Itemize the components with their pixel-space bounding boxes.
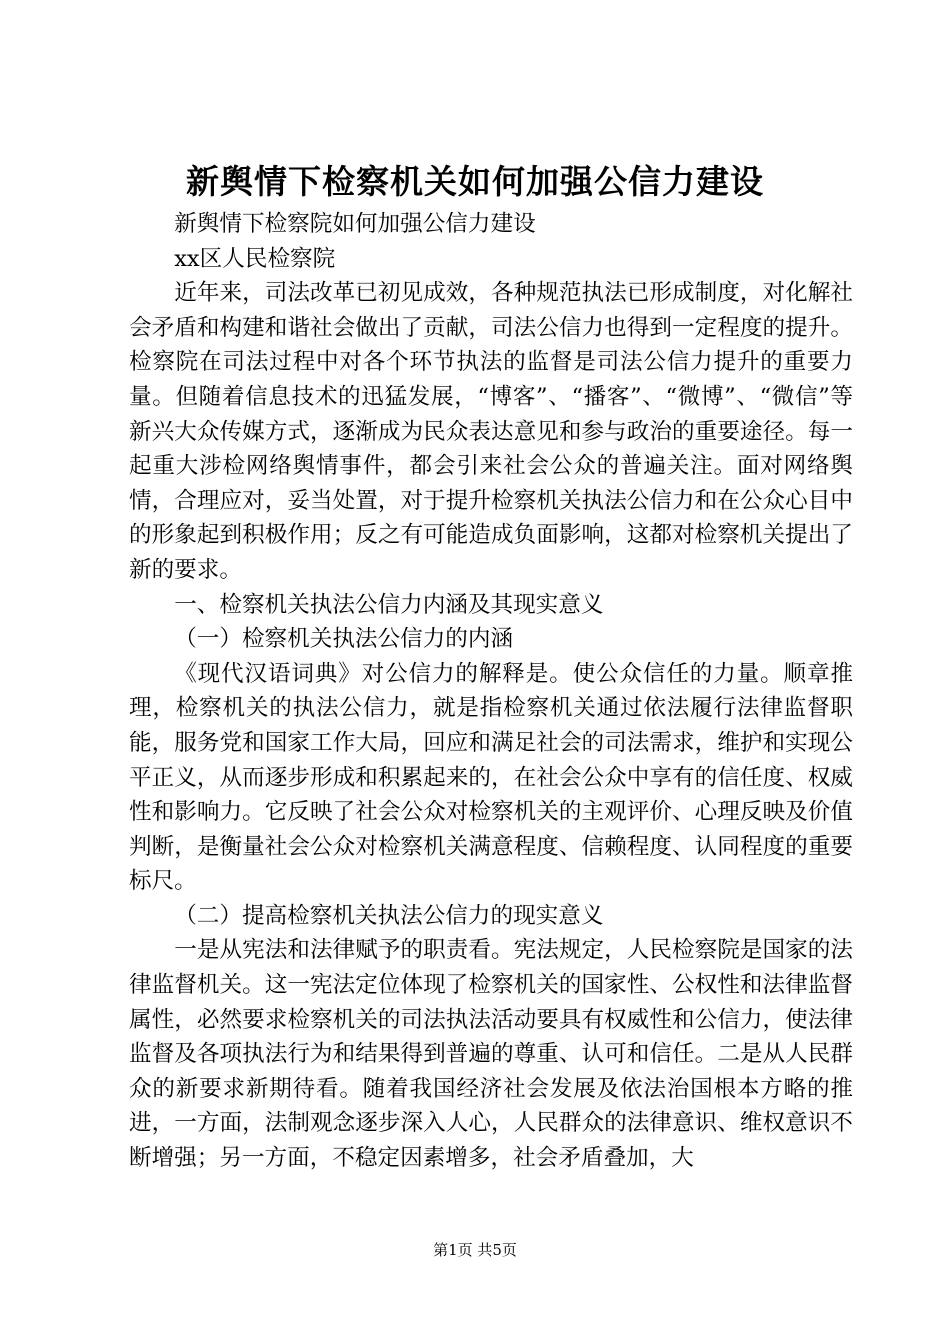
subsection-heading-2: （二）提高检察机关执法公信力的现实意义 <box>174 902 604 929</box>
subtitle-paragraph: 新舆情下检察院如何加强公信力建设 <box>174 211 536 237</box>
significance-paragraph: 一是从宪法和法律赋予的职责看。宪法规定，人民检察院是国家的法律监督机关。这一宪法定位体现了检察机关的国家性、公权性和法律监督属性，必然要求检察机关的司法执法活动要具有权威性和公信力，使法律监督及各项执法行为和结果得到普遍的尊重、认可和信任。二是从人民群众的新要求新期待看。随着我国经济社会发展及依法治国根本方略的推进，一方面，法制观念逐步深入人心，人民群众的法律意识、维权意识不断增强；另一方面，不稳定因素增多，社会矛盾叠加，大 <box>129 937 853 1172</box>
document-body <box>129 207 853 1176</box>
document-title: 新舆情下检察机关如何加强公信力建设 <box>186 162 764 201</box>
intro-paragraph: 近年来，司法改革已初见成效，各种规范执法已形成制度，对化解社会矛盾和构建和谐社会做出了贡献，司法公信力也得到一定程度的提升。检察院在司法过程中对各个环节执法的监督是司法公信力提升的重要力量。但随着信息技术的迅猛发展，“博客”、“播客”、“微博”、“微信”等新兴大众传媒方式，逐渐成为民众表达意见和参与政治的重要途径。每一起重大涉检网络舆情事件，都会引来社会公众的普遍关注。面对网络舆情，合理应对，妥当处置，对于提升检察机关执法公信力和在公众心目中的形象起到积极作用；反之有可能造成负面影响，这都对检察机关提出了新的要求。 <box>129 280 853 583</box>
section-heading-1: 一、检察机关执法公信力内涵及其现实意义 <box>174 591 604 618</box>
author-paragraph: xx区人民检察院 <box>174 245 336 272</box>
subsection-heading-1: （一）检察机关执法公信力的内涵 <box>174 626 514 653</box>
definition-paragraph: 《现代汉语词典》对公信力的解释是。使公众信任的力量。顺章推理，检察机关的执法公信力，就是指检察机关通过依法履行法律监督职能，服务党和国家工作大局，回应和满足社会的司法需求，维护和实现公平正义，从而逐步形成和积累起来的，在社会公众中享有的信任度、权威性和影响力。它反映了社会公众对检察机关的主观评价、心理反映及价值判断，是衡量社会公众对检察机关满意程度、信赖程度、认同程度的重要标尺。 <box>129 660 853 895</box>
page-footer: 第1页 共5页 <box>433 1241 517 1259</box>
